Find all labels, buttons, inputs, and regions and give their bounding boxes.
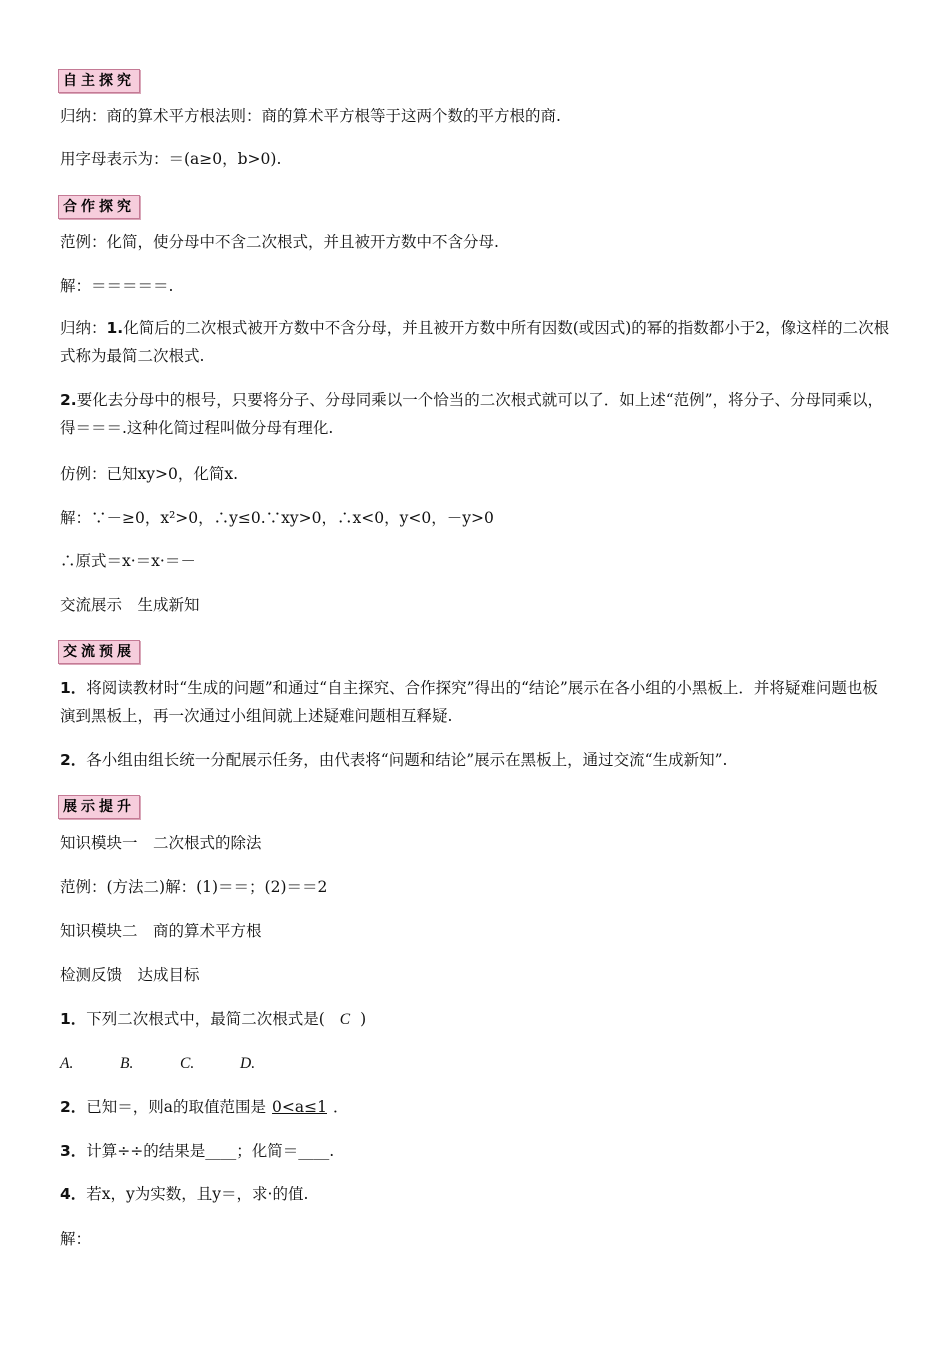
question-1-number: 1． [60,1010,87,1028]
question-1-options [60,1053,890,1074]
summary-number-2: 2. [60,391,77,409]
question-2-answer: 0<a≤1 [272,1098,327,1116]
module-two-title: 知识模块二 商的算术平方根 [60,922,262,940]
option-a: A. [60,1055,74,1072]
summary-number-1: 1. [106,319,124,337]
rule-summary: 归纳：商的算术平方根法则：商的算术平方根等于这两个数的平方根的商. [60,107,561,125]
imitation-example: 仿例：已知xy>0，化简x. [60,465,239,483]
question-2-text: 已知＝，则a的取值范围是 [86,1098,267,1116]
module-one-title: 知识模块一 二次根式的除法 [60,834,262,852]
exchange-text-1: 将阅读教材时“生成的问题”和通过“自主探究、合作探究”得出的“结论”展示在各小组的小黑板上．并将疑难问题也板演到黑板上，再一次通过小组间就上述疑难问题相互释疑. [60,679,878,725]
question-4 [60,1184,890,1204]
exchange-text-2: 各小组由组长统一分配展示任务，由代表将“问题和结论”展示在黑板上，通过交流“生成新知”. [86,751,728,769]
question-4-text: 若x，y为实数，且y＝，求·的值. [86,1185,309,1203]
module-one-example: 范例：(方法二)解：(1)＝＝；(2)＝＝2 [60,878,328,896]
exchange-item-1 [60,674,890,730]
imitation-result: ∴原式＝x·＝x·＝－ [60,552,196,570]
solution-label: 解： [60,1230,92,1248]
summary-point-2 [60,386,890,442]
option-b: B. [120,1055,134,1072]
summary-point-1 [60,314,890,370]
feedback-heading: 检测反馈 达成目标 [60,966,200,984]
option-c: C. [180,1055,195,1072]
section-badge-cooperative: 合作探究 [58,195,140,219]
question-1 [60,1009,890,1030]
question-2 [60,1097,890,1117]
question-3 [60,1141,890,1161]
summary-text-1: 化简后的二次根式被开方数中不含分母，并且被开方数中所有因数(或因式)的幂的指数都小于2，像这样的二次根式称为最简二次根式. [60,319,890,365]
section-badge-display: 展示提升 [58,795,140,819]
question-3-number: 3． [60,1142,87,1160]
imitation-solution: 解：∵－≥0，x²>0，∴y≤0.∵xy>0，∴x<0，y<0，－y>0 [60,509,494,527]
summary-label: 归纳： [60,319,107,337]
exchange-number-2: 2． [60,751,87,769]
option-d: D. [240,1055,256,1072]
letter-expression: 用字母表示为：＝(a≥0，b>0). [60,150,282,168]
example-solution: 解：＝＝＝＝＝. [60,277,174,295]
question-1-close: ) [360,1010,367,1028]
question-4-number: 4． [60,1185,87,1203]
question-1-answer: C [339,1011,351,1028]
exchange-number-1: 1． [60,679,87,697]
exchange-heading: 交流展示 生成新知 [60,596,200,614]
section-badge-self-study: 自主探究 [58,69,140,93]
example-statement: 范例：化简，使分母中不含二次根式，并且被开方数中不含分母. [60,233,499,251]
question-2-number: 2． [60,1098,87,1116]
question-2-end: ． [333,1098,349,1116]
summary-text-2: 要化去分母中的根号，只要将分子、分母同乘以一个恰当的二次根式就可以了．如上述“范例”，将分子、分母同乘以，得＝＝＝.这种化简过程叫做分母有理化. [60,391,884,437]
exchange-item-2 [60,750,890,770]
question-3-text: 计算÷÷的结果是____；化简＝____. [86,1142,335,1160]
section-badge-exchange: 交流预展 [58,640,140,664]
question-1-text: 下列二次根式中，最简二次根式是( [86,1010,325,1028]
